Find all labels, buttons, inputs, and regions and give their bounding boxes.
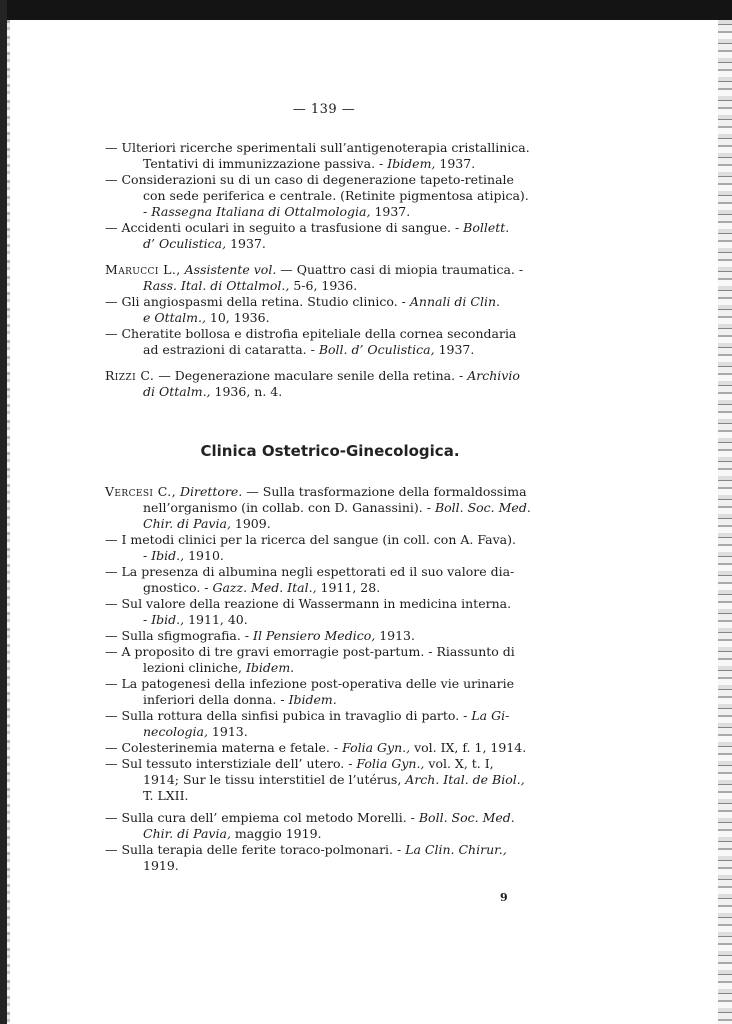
bib-entry-cont: ad estrazioni di cataratta. - Boll. d’ Oculistica, 1937. (143, 342, 475, 357)
author-entry-marucci: Marucci L., Assistente vol. — Quattro casi di miopia traumatica. - (105, 262, 524, 277)
bib-entry-cont: Tentativi di immunizzazione passiva. - Ibidem, 1937. (143, 156, 476, 171)
bib-entry-cont: lezioni cliniche, Ibidem. (143, 660, 295, 675)
bib-entry-cont: inferiori della donna. - Ibidem. (143, 692, 337, 707)
bib-entry: — Sul valore della reazione di Wassermann in medicina interna. (105, 596, 512, 611)
bib-entry-cont: Chir. di Pavia, maggio 1919. (143, 826, 322, 841)
bib-entry-cont: con sede periferica e centrale. (Retinite pigmentosa atipica). (143, 188, 529, 203)
author-name: Marucci L., (105, 262, 181, 277)
bib-entry: — Sulla sfigmografia. - Il Pensiero Medico, 1913. (105, 628, 415, 643)
bib-entry: — Ulteriori ricerche sperimentali sull’antigenoterapia cristallinica. (105, 140, 530, 155)
bib-entry-cont: 1914; Sur le tissu interstitiel de l’utérus, Arch. Ital. de Biol., (143, 772, 525, 787)
bib-entry: — Cheratite bollosa e distrofia epiteliale della cornea secondaria (105, 326, 517, 341)
bib-entry-cont: e Ottalm., 10, 1936. (143, 310, 270, 325)
bib-entry-cont: nell’organismo (in collab. con D. Ganassini). - Boll. Soc. Med. (143, 500, 531, 515)
bib-entry: — Sul tessuto interstiziale dell’ utero. - Folia Gyn., vol. X, t. I, (105, 756, 494, 771)
scan-edge-left (7, 20, 10, 1024)
bib-entry: — Sulla rottura della sinfisi pubica in travaglio di parto. - La Gi- (105, 708, 510, 723)
bib-entry-cont: Rass. Ital. di Ottalmol., 5-6, 1936. (143, 278, 358, 293)
bib-entry-cont: Chir. di Pavia, 1909. (143, 516, 271, 531)
author-entry-vercesi: Vercesi C., Direttore. — Sulla trasformazione della formaldossima (105, 484, 527, 499)
page-number: — 139 — (292, 102, 356, 117)
author-name: Rizzi C. (105, 368, 155, 383)
section-heading: Clinica Ostetrico-Ginecologica. (200, 442, 460, 460)
bib-entry: — Accidenti oculari in seguito a trasfusione di sangue. - Bollett. (105, 220, 510, 235)
bib-entry: — La patogenesi della infezione post-operativa delle vie urinarie (105, 676, 515, 691)
signature-folio: 9 (500, 891, 508, 904)
bib-entry: — Colesterinemia materna e fetale. - Folia Gyn., vol. IX, f. 1, 1914. (105, 740, 527, 755)
author-entry-rizzi: Rizzi C. — Degenerazione maculare senile della retina. - Archivio (105, 368, 520, 383)
bib-entry-cont: 1919. (143, 858, 179, 873)
author-name: Vercesi C., (105, 484, 176, 499)
bib-entry: — Sulla cura dell’ empiema col metodo Morelli. - Boll. Soc. Med. (105, 810, 515, 825)
scan-border-left (0, 0, 7, 1024)
bib-entry-cont: - Ibid., 1911, 40. (143, 612, 248, 627)
bib-entry: — A proposito di tre gravi emorragie post-partum. - Riassunto di (105, 644, 515, 659)
bib-entry: — Sulla terapia delle ferite toraco-polmonari. - La Clin. Chirur., (105, 842, 507, 857)
bib-entry-cont: - Rassegna Italiana di Ottalmologia, 1937. (143, 204, 411, 219)
scan-border-top (0, 0, 732, 20)
scan-edge-right (718, 20, 732, 1024)
bib-entry-cont: d’ Oculistica, 1937. (143, 236, 266, 251)
bib-entry: — Gli angiospasmi della retina. Studio clinico. - Annali di Clin. (105, 294, 500, 309)
bib-entry-cont: T. LXII. (143, 788, 189, 803)
bib-entry-cont: di Ottalm., 1936, n. 4. (143, 384, 283, 399)
bib-entry-cont: - Ibid., 1910. (143, 548, 224, 563)
bib-entry-cont: gnostico. - Gazz. Med. Ital., 1911, 28. (143, 580, 381, 595)
bib-entry: — La presenza di albumina negli espettorati ed il suo valore dia- (105, 564, 515, 579)
bib-entry-cont: necologia, 1913. (143, 724, 248, 739)
bib-entry: — Considerazioni su di un caso di degenerazione tapeto-retinale (105, 172, 514, 187)
bib-entry: — I metodi clinici per la ricerca del sangue (in coll. con A. Fava). (105, 532, 516, 547)
